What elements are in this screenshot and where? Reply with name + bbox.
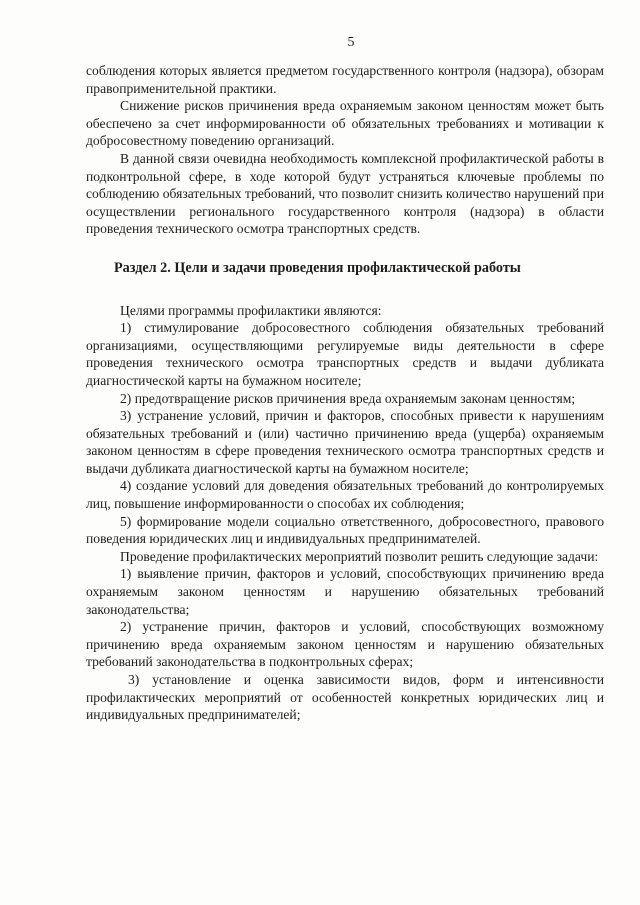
intro-section bbox=[86, 62, 604, 238]
tasks-intro: Проведение профилактических мероприятий позволит решить следующие задачи: bbox=[120, 548, 599, 564]
intro-paragraph-2: Снижение рисков причинения вреда охраняемым законом ценностям может быть обеспечено за счет информированности об обязательных требованиях и мотивации к добросовестному поведению организаций. bbox=[86, 98, 604, 149]
goal-item-3: 3) устранение условий, причин и факторов, способных привести к нарушениям обязательных требований и (или) частично причинению вреда (ущерба) охраняемым законом ценностям в сфере проведения технического осмотра транспортных средств и выдачи дубликата диагностической карты на бумажном носителе; bbox=[86, 408, 604, 476]
task-item-2: 2) устранение причин, факторов и условий, способствующих возможному причинению вреда охраняемым законом ценностям и нарушению обязательных требований законодательства в подконтрольных сферах; bbox=[86, 619, 604, 670]
task-item-1: 1) выявление причин, факторов и условий, способствующих причинению вреда охраняемым законом ценностям и нарушению обязательных требований законодательства; bbox=[86, 566, 604, 617]
intro-paragraph-3: В данной связи очевидна необходимость комплексной профилактической работы в подконтрольной сфере, в ходе которой будут устраняться ключевые проблемы по соблюдению обязательных требований, что позволит снизить количество нарушений при осуществлении регионального государственного контроля (надзора) в области проведения технического осмотра транспортных средств. bbox=[86, 150, 604, 237]
goals-intro: Целями программы профилактики являются: bbox=[120, 302, 382, 318]
tasks-section bbox=[86, 548, 604, 724]
goal-item-2: 2) предотвращение рисков причинения вреда охраняемым законам ценностям; bbox=[120, 390, 576, 406]
goals-section bbox=[86, 302, 604, 548]
section-heading: Раздел 2. Цели и задачи проведения профилактической работы bbox=[114, 259, 521, 276]
goal-item-5: 5) формирование модели социально ответственного, добросовестного, правового поведения юридических лиц и индивидуальных предпринимателей. bbox=[86, 513, 604, 547]
intro-paragraph-1: соблюдения которых является предметом государственного контроля (надзора), обзорам правоприменительной практики. bbox=[86, 63, 604, 96]
page-number: 5 bbox=[347, 35, 355, 50]
goal-item-4: 4) создание условий для доведения обязательных требований до контролируемых лиц, повышение информированности о способах их соблюдения; bbox=[86, 478, 604, 512]
goal-item-1: 1) стимулирование добросовестного соблюдения обязательных требований организациями, осуществляющими регулируемые виды деятельности в сфере проведения технического осмотра транспортных средств и выдачи дубликата диагностической карты на бумажном носителе; bbox=[86, 320, 604, 388]
task-item-3: 3) установление и оценка зависимости видов, форм и интенсивности профилактических мероприятий от особенностей конкретных юридических лиц и индивидуальных предпринимателей; bbox=[86, 672, 604, 723]
